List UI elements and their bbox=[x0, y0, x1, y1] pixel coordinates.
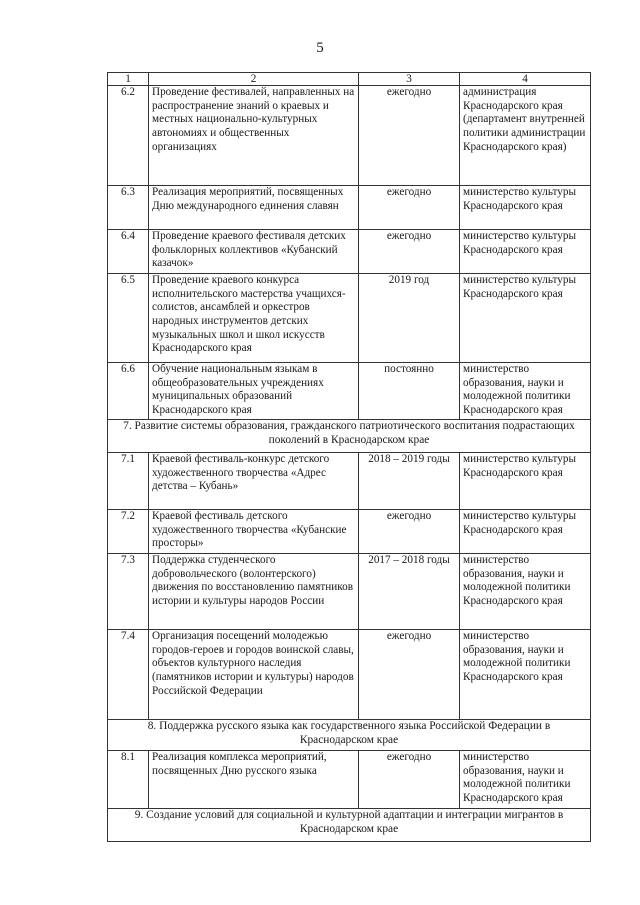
item-event: Поддержка студенческого добровольческого (волонтерского) движения по восстановлению памятников истории и культуры народов России bbox=[149, 554, 359, 630]
item-event: Обучение национальным языкам в общеобразовательных учреждениях муниципальных образований Краснодарского края bbox=[149, 363, 359, 420]
item-executor: министерство культуры Краснодарского края bbox=[460, 510, 591, 554]
table-row bbox=[108, 554, 591, 630]
item-term: ежегодно bbox=[359, 186, 460, 230]
item-number: 8.1 bbox=[108, 751, 149, 809]
item-number: 6.4 bbox=[108, 230, 149, 274]
item-number: 6.2 bbox=[108, 86, 149, 186]
plan-table bbox=[107, 72, 591, 842]
section-heading: 8. Поддержка русского языка как государственного языка Российской Федерации в Краснодарском крае bbox=[108, 720, 591, 751]
item-number: 6.5 bbox=[108, 274, 149, 363]
item-term: ежегодно bbox=[359, 230, 460, 274]
item-number: 6.6 bbox=[108, 363, 149, 420]
table-row bbox=[108, 274, 591, 363]
item-number: 6.3 bbox=[108, 186, 149, 230]
item-event: Реализация комплекса мероприятий, посвященных Дню русского языка bbox=[149, 751, 359, 809]
item-number: 7.3 bbox=[108, 554, 149, 630]
page-number: 5 bbox=[316, 40, 324, 56]
column-number-row bbox=[108, 73, 591, 86]
item-executor: министерство образования, науки и молодежной политики Краснодарского края bbox=[460, 751, 591, 809]
item-term: ежегодно bbox=[359, 510, 460, 554]
item-event: Проведение фестивалей, направленных на распространение знаний о краевых и местных национально-культурных автономиях и общественных организациях bbox=[149, 86, 359, 186]
section-heading: 9. Создание условий для социальной и культурной адаптации и интеграции мигрантов в Краснодарском крае bbox=[108, 809, 591, 842]
item-term: 2017 – 2018 годы bbox=[359, 554, 460, 630]
table-row bbox=[108, 630, 591, 720]
section-heading: 7. Развитие системы образования, гражданского патриотического воспитания подрастающих поколений в Краснодарском крае bbox=[108, 420, 591, 453]
table-row bbox=[108, 510, 591, 554]
section-heading-row bbox=[108, 420, 591, 453]
item-number: 7.4 bbox=[108, 630, 149, 720]
item-number: 7.1 bbox=[108, 453, 149, 510]
item-term: 2019 год bbox=[359, 274, 460, 363]
item-term: ежегодно bbox=[359, 751, 460, 809]
table-row bbox=[108, 230, 591, 274]
item-term: 2018 – 2019 годы bbox=[359, 453, 460, 510]
item-executor: министерство образования, науки и молодежной политики Краснодарского края bbox=[460, 630, 591, 720]
item-term: постоянно bbox=[359, 363, 460, 420]
item-executor: администрация Краснодарского края (департамент внутренней политики администрации Краснодарского края) bbox=[460, 86, 591, 186]
item-executor: министерство культуры Краснодарского края bbox=[460, 274, 591, 363]
column-number-4: 4 bbox=[460, 73, 591, 86]
table-row bbox=[108, 186, 591, 230]
column-number-2: 2 bbox=[149, 73, 359, 86]
table-row bbox=[108, 86, 591, 186]
table-row bbox=[108, 453, 591, 510]
item-event: Проведение краевого фестиваля детских фольклорных коллективов «Кубанский казачок» bbox=[149, 230, 359, 274]
column-number-3: 3 bbox=[359, 73, 460, 86]
item-event: Краевой фестиваль-конкурс детского художественного творчества «Адрес детства – Кубань» bbox=[149, 453, 359, 510]
item-executor: министерство образования, науки и молодежной политики Краснодарского края bbox=[460, 363, 591, 420]
item-executor: министерство культуры Краснодарского края bbox=[460, 230, 591, 274]
item-executor: министерство культуры Краснодарского края bbox=[460, 453, 591, 510]
table-row bbox=[108, 363, 591, 420]
section-heading-row bbox=[108, 720, 591, 751]
item-event: Краевой фестиваль детского художественного творчества «Кубанские просторы» bbox=[149, 510, 359, 554]
column-number-1: 1 bbox=[108, 73, 149, 86]
item-executor: министерство культуры Краснодарского края bbox=[460, 186, 591, 230]
table-row bbox=[108, 751, 591, 809]
item-event: Реализация мероприятий, посвященных Дню международного единения славян bbox=[149, 186, 359, 230]
item-event: Проведение краевого конкурса исполнительского мастерства учащихся-солистов, ансамблей и оркестров народных инструментов детских музыкальных школ и школ искусств Краснодарского края bbox=[149, 274, 359, 363]
item-number: 7.2 bbox=[108, 510, 149, 554]
section-heading-row bbox=[108, 809, 591, 842]
item-term: ежегодно bbox=[359, 86, 460, 186]
item-event: Организация посещений молодежью городов-героев и городов воинской славы, объектов культурного наследия (памятников истории и культуры) народов Российской Федерации bbox=[149, 630, 359, 720]
item-term: ежегодно bbox=[359, 630, 460, 720]
plan-table-body bbox=[108, 86, 591, 842]
item-executor: министерство образования, науки и молодежной политики Краснодарского края bbox=[460, 554, 591, 630]
